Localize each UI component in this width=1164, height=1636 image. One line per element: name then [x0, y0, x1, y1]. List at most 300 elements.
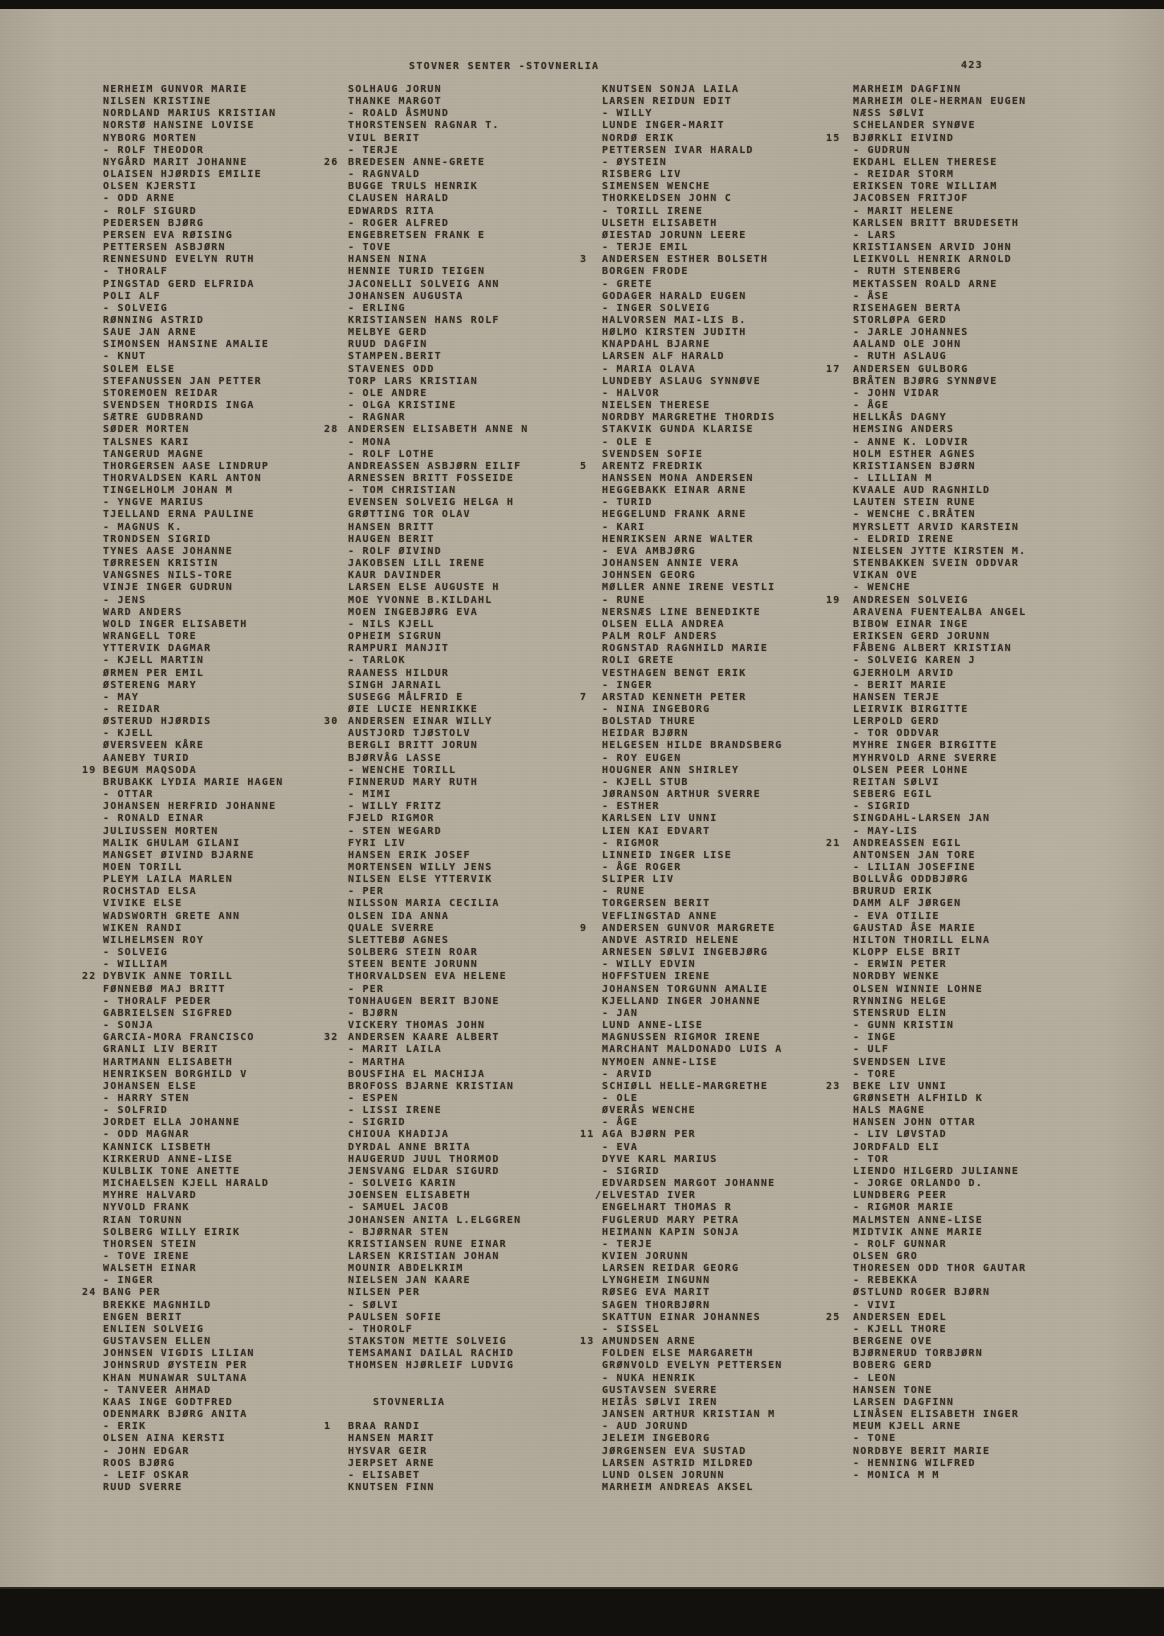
- list-item: [580, 193, 783, 205]
- street-number: [580, 558, 602, 570]
- list-item: [580, 789, 783, 801]
- list-item: [580, 1032, 783, 1044]
- list-item: [580, 1166, 783, 1178]
- list-item: [826, 911, 1026, 923]
- list-item: [82, 364, 284, 376]
- name-text: - EVA OTILIE: [853, 910, 940, 922]
- list-item: [580, 1190, 783, 1202]
- list-item: [82, 230, 284, 242]
- name-text: KNAPDAHL BJARNE: [602, 339, 711, 351]
- list-item: [324, 1142, 529, 1154]
- street-number: [82, 497, 103, 509]
- name-text: HANSEN TERJE: [853, 691, 940, 703]
- street-number: [82, 886, 103, 898]
- name-text: STAKSTON METTE SOLVEIG: [348, 1336, 507, 1348]
- list-item: [324, 1324, 529, 1336]
- street-number: [826, 181, 853, 193]
- list-item: [826, 704, 1026, 716]
- street-number: [826, 898, 853, 910]
- name-text: OLSEN GRO: [853, 1251, 918, 1262]
- name-text: DYBVIK ANNE TORILL: [103, 971, 233, 983]
- street-number: [82, 1129, 103, 1141]
- street-number: [324, 1093, 348, 1105]
- name-text: NÆSS SØLVI: [853, 108, 926, 120]
- name-text: KRISTIANSEN HANS ROLF: [348, 314, 500, 326]
- name-text: - VIVI: [853, 1299, 897, 1311]
- street-number: [82, 169, 103, 181]
- street-number: [324, 1215, 348, 1227]
- street-number: [82, 546, 103, 558]
- street-number: 1: [324, 1421, 332, 1433]
- street-number: [826, 619, 853, 631]
- street-number: [82, 461, 103, 473]
- list-item: [826, 1215, 1026, 1227]
- name-text: NILSEN ELSE YTTERVIK: [348, 874, 493, 886]
- street-number: [580, 655, 602, 667]
- name-text: NORDBY MARGRETHE THORDIS: [602, 412, 776, 424]
- name-text: - ESPEN: [348, 1092, 399, 1104]
- list-item: [324, 898, 529, 910]
- street-number: [826, 1263, 853, 1275]
- list-item: [324, 84, 529, 96]
- name-text: VIKAN OVE: [853, 570, 918, 582]
- street-number: [324, 193, 348, 205]
- name-text: BRAA RANDI: [348, 1421, 421, 1433]
- list-item: [580, 874, 783, 886]
- name-text: NYBORG MORTEN: [103, 132, 197, 144]
- name-text: HANSEN TONE: [853, 1384, 933, 1396]
- street-number: [324, 1409, 348, 1421]
- list-item: [324, 96, 529, 108]
- list-item: [82, 1142, 284, 1154]
- street-number: [580, 898, 602, 910]
- name-text: - RAGNVALD: [348, 169, 421, 181]
- street-number: [826, 1032, 853, 1044]
- street-number: 13: [580, 1336, 595, 1348]
- name-text: VINJE INGER GUDRUN: [103, 582, 233, 594]
- street-number: [580, 1421, 602, 1433]
- list-item: [82, 449, 284, 461]
- list-item: [82, 412, 284, 424]
- street-number: [580, 582, 602, 594]
- list-item: [826, 108, 1026, 120]
- list-item: [826, 740, 1026, 752]
- list-item: [324, 279, 529, 291]
- name-text: POLI ALF: [103, 290, 161, 302]
- street-number: [826, 424, 853, 436]
- street-number: [82, 753, 103, 765]
- street-number: [826, 1373, 853, 1385]
- street-number: [580, 947, 602, 959]
- name-text: LINNEID INGER LISE: [602, 849, 732, 861]
- name-text: ANDERSEN GUNVOR MARGRETE: [602, 922, 776, 934]
- street-number: [82, 193, 103, 205]
- list-item: [826, 1069, 1026, 1081]
- street-number: [580, 704, 602, 716]
- list-item: [580, 279, 783, 291]
- name-text: MARCHANT MALDONADO LUIS A: [602, 1044, 783, 1056]
- name-text: ARSTAD KENNETH PETER: [602, 691, 747, 703]
- name-text: /ELVESTAD IVER: [595, 1190, 697, 1202]
- name-text: ROCHSTAD ELSA: [103, 886, 197, 898]
- list-item: [826, 1239, 1026, 1251]
- street-number: [82, 1360, 103, 1372]
- list-item: [82, 1482, 284, 1494]
- list-item: [82, 291, 284, 303]
- list-item: [82, 655, 284, 667]
- street-number: [826, 740, 853, 752]
- name-text: - TERJE: [602, 1238, 653, 1250]
- name-text: HARTMANN ELISABETH: [103, 1056, 233, 1068]
- name-text: MØLLER ANNE IRENE VESTLI: [602, 582, 776, 594]
- name-text: STAMPEN.BERIT: [348, 351, 442, 363]
- list-item: [82, 1433, 284, 1445]
- name-text: - YNGVE MARIUS: [103, 497, 205, 509]
- list-item: [580, 1069, 783, 1081]
- street-number: [324, 266, 348, 278]
- street-number: [826, 279, 853, 291]
- name-text: - ÅGE: [853, 400, 890, 412]
- name-text: NORSTØ HANSINE LOVISE: [103, 120, 255, 132]
- street-number: [580, 607, 602, 619]
- street-number: [580, 850, 602, 862]
- list-item: [324, 412, 529, 424]
- street-number: [82, 1251, 103, 1263]
- list-item: [826, 1190, 1026, 1202]
- list-item: [82, 801, 284, 813]
- street-number: [82, 509, 103, 521]
- list-item: [580, 643, 783, 655]
- list-item: [324, 1348, 529, 1360]
- street-number: [82, 120, 103, 132]
- street-number: [580, 1057, 602, 1069]
- street-number: [826, 437, 853, 449]
- street-number: [324, 1044, 348, 1056]
- street-number: [82, 327, 103, 339]
- street-number: [580, 1020, 602, 1032]
- list-item: [580, 1008, 783, 1020]
- name-text: NIELSEN THERESE: [602, 400, 711, 412]
- list-item: [324, 327, 529, 339]
- street-number: [580, 400, 602, 412]
- name-text: ARNESSEN BRITT FOSSEIDE: [348, 473, 515, 484]
- list-item: [324, 254, 529, 266]
- name-text: TANGERUD MAGNE: [103, 448, 205, 460]
- street-number: [82, 96, 103, 108]
- name-text: LIENDO HILGERD JULIANNE: [853, 1165, 1020, 1177]
- street-number: [826, 1385, 853, 1397]
- street-number: [826, 1178, 853, 1190]
- street-number: [324, 473, 348, 485]
- name-text: WILHELMSEN ROY: [103, 934, 205, 946]
- street-number: [324, 84, 348, 96]
- name-text: - MIMI: [348, 789, 392, 801]
- name-text: JACONELLI SOLVEIG ANN: [348, 278, 500, 290]
- list-item: [82, 1275, 284, 1287]
- name-text: OLSEN ELLA ANDREA: [602, 618, 725, 630]
- list-item: [826, 1421, 1026, 1433]
- list-item: [324, 424, 529, 436]
- name-text: FINNERUD MARY RUTH: [348, 776, 478, 788]
- list-item: [826, 218, 1026, 230]
- list-item: [580, 959, 783, 971]
- name-text: FYRI LIV: [348, 837, 406, 849]
- list-item: [82, 485, 284, 497]
- street-number: 32: [324, 1032, 339, 1044]
- name-text: - SOLVEIG: [103, 302, 168, 314]
- street-number: [82, 1202, 103, 1214]
- name-text: FØNNEBØ MAJ BRITT: [103, 983, 226, 995]
- list-item: [82, 838, 284, 850]
- list-item: [826, 522, 1026, 534]
- street-number: [324, 242, 348, 254]
- street-number: [82, 279, 103, 291]
- name-text: LUNDEBY ASLAUG SYNNØVE: [602, 375, 761, 387]
- street-number: [82, 826, 103, 838]
- street-number: [82, 218, 103, 230]
- street-number: [826, 1093, 853, 1105]
- name-text: MAGNUSSEN RIGMOR IRENE: [602, 1032, 761, 1044]
- name-text: GUSTAVSEN SVERRE: [602, 1384, 718, 1396]
- list-item: [324, 1117, 529, 1129]
- list-item: [324, 522, 529, 534]
- list-item: [580, 254, 783, 266]
- list-item: [82, 96, 284, 108]
- list-item: [826, 279, 1026, 291]
- name-text: KLOPP ELSE BRIT: [853, 947, 962, 959]
- name-text: PETTERSEN IVAR HARALD: [602, 144, 754, 156]
- list-item: [82, 850, 284, 862]
- name-text: KVIEN JORUNN: [602, 1251, 689, 1262]
- street-number: [324, 1397, 348, 1409]
- list-item: [580, 461, 783, 473]
- name-text: JOHANSEN AUGUSTA: [348, 290, 464, 302]
- name-text: MOE YVONNE B.KILDAHL: [348, 594, 493, 606]
- name-text: GABRIELSEN SIGFRED: [103, 1007, 233, 1019]
- street-number: [324, 1129, 348, 1141]
- list-item: [82, 984, 284, 996]
- name-text: WRANGELL TORE: [103, 631, 197, 643]
- list-item: [82, 206, 284, 218]
- name-text: ULSETH ELISABETH: [602, 217, 718, 229]
- street-number: [82, 522, 103, 534]
- list-item: [580, 1312, 783, 1324]
- street-number: [324, 619, 348, 631]
- street-number: [826, 449, 853, 461]
- list-item: [324, 1312, 529, 1324]
- name-text: CHIOUA KHADIJA: [348, 1129, 450, 1141]
- street-number: [826, 789, 853, 801]
- name-text: HOUGNER ANN SHIRLEY: [602, 764, 740, 776]
- street-number: [82, 1421, 103, 1433]
- street-number: [580, 1470, 602, 1482]
- street-number: [324, 1069, 348, 1081]
- list-item: [324, 753, 529, 765]
- name-text: ØVERSVEEN KÅRE: [103, 740, 205, 752]
- street-number: [826, 643, 853, 655]
- name-text: NYVOLD FRANK: [103, 1202, 190, 1214]
- name-text: AANEBY TURID: [103, 752, 190, 764]
- list-item: [324, 813, 529, 825]
- street-number: [324, 1312, 348, 1324]
- street-number: [580, 826, 602, 838]
- street-number: [826, 1300, 853, 1312]
- street-number: [82, 1069, 103, 1081]
- name-text: LUNDBERG PEER: [853, 1190, 947, 1202]
- street-number: [82, 570, 103, 582]
- name-text: JOHANSEN ANITA L.ELGGREN: [348, 1214, 522, 1226]
- list-item: [82, 497, 284, 509]
- street-number: [82, 935, 103, 947]
- street-number: [826, 291, 853, 303]
- name-text: STOVNERLIA: [373, 1396, 446, 1408]
- street-number: [324, 777, 348, 789]
- list-item: [324, 108, 529, 120]
- street-number: [826, 206, 853, 218]
- name-text: YTTERVIK DAGMAR: [103, 643, 212, 655]
- name-text: SINGDAHL-LARSEN JAN: [853, 813, 991, 825]
- list-item: [324, 1421, 529, 1433]
- name-text: GUSTAVSEN ELLEN: [103, 1336, 212, 1348]
- name-text: JORDFALD ELI: [853, 1141, 940, 1153]
- list-item: [82, 692, 284, 704]
- name-text: - SONJA: [103, 1020, 154, 1032]
- street-number: [826, 1458, 853, 1470]
- name-text: - TOM CHRISTIAN: [348, 485, 457, 497]
- list-item: [826, 886, 1026, 898]
- name-text: HYSVAR GEIR: [348, 1445, 428, 1457]
- street-number: [82, 437, 103, 449]
- list-item: [580, 1385, 783, 1397]
- name-text: THORGERSEN AASE LINDRUP: [103, 460, 270, 472]
- list-item: [324, 315, 529, 327]
- list-item: [826, 1336, 1026, 1348]
- name-text: ODENMARK BJØRG ANITA: [103, 1409, 248, 1421]
- list-item: [826, 1057, 1026, 1069]
- list-item: [826, 680, 1026, 692]
- name-text: SVENDSEN LIVE: [853, 1056, 947, 1068]
- list-item: [580, 84, 783, 96]
- name-text: HALS MAGNE: [853, 1105, 926, 1117]
- name-text: EVENSEN SOLVEIG HELGA H: [348, 497, 515, 509]
- street-number: [826, 1397, 853, 1409]
- name-text: ØSTLUND ROGER BJØRN: [853, 1287, 991, 1299]
- list-item: [826, 303, 1026, 315]
- street-number: [826, 303, 853, 315]
- name-text: STAKVIK GUNDA KLARISE: [602, 424, 754, 436]
- list-item: [826, 619, 1026, 631]
- street-number: [324, 412, 348, 424]
- list-item: [826, 315, 1026, 327]
- name-text: - ESTHER: [602, 801, 660, 813]
- name-text: BERGLI BRITT JORUN: [348, 740, 478, 752]
- list-item: [580, 1263, 783, 1275]
- street-number: [324, 1263, 348, 1275]
- name-text: - THORALF PEDER: [103, 995, 212, 1007]
- list-item: [826, 1093, 1026, 1105]
- street-number: [82, 133, 103, 145]
- name-text: NERHEIM GUNVOR MARIE: [103, 84, 248, 95]
- name-text: GAUSTAD ÅSE MARIE: [853, 922, 976, 934]
- name-text: JELEIM INGEBORG: [602, 1433, 711, 1445]
- street-number: [580, 1482, 602, 1494]
- street-number: [580, 1178, 602, 1190]
- name-text: HOLM ESTHER AGNES: [853, 448, 976, 460]
- list-item: [82, 716, 284, 728]
- list-item: [324, 1458, 529, 1470]
- name-text: ANDREASSEN EGIL: [853, 837, 962, 849]
- name-text: BEGUM MAQSODA: [103, 764, 197, 776]
- name-text: LUND ANNE-LISE: [602, 1020, 704, 1032]
- name-text: SOLHAUG JORUN: [348, 84, 442, 95]
- name-text: MIDTVIK ANNE MARIE: [853, 1226, 983, 1238]
- street-number: [826, 254, 853, 266]
- name-text: - TURID: [602, 497, 653, 509]
- street-number: [826, 558, 853, 570]
- list-item: [324, 704, 529, 716]
- street-number: [82, 1032, 103, 1044]
- list-item: [826, 1032, 1026, 1044]
- name-text: SOLBERG STEIN ROAR: [348, 947, 478, 959]
- street-number: [580, 497, 602, 509]
- list-item: [324, 582, 529, 594]
- name-text: - LEON: [853, 1372, 897, 1384]
- list-item: [82, 1458, 284, 1470]
- name-text: THOMSEN HJØRLEIF LUDVIG: [348, 1360, 515, 1372]
- name-text: - KJELL MARTIN: [103, 655, 205, 667]
- list-item: [82, 753, 284, 765]
- street-number: [580, 485, 602, 497]
- list-item: [324, 777, 529, 789]
- name-text: ANDERSEN GULBORG: [853, 363, 969, 375]
- list-item: [82, 1470, 284, 1482]
- list-item: [82, 631, 284, 643]
- name-text: HANSEN JOHN OTTAR: [853, 1117, 976, 1129]
- list-item: [82, 1044, 284, 1056]
- street-number: [82, 1117, 103, 1129]
- name-text: - SOLFRID: [103, 1105, 168, 1117]
- name-text: MYRSLETT ARVID KARSTEIN: [853, 521, 1020, 533]
- list-item: [826, 497, 1026, 509]
- name-text: MARHEIM DAGFINN: [853, 84, 962, 95]
- street-number: [580, 1263, 602, 1275]
- name-text: - OLE ANDRE: [348, 387, 428, 399]
- list-item: [826, 449, 1026, 461]
- list-item: [826, 1360, 1026, 1372]
- list-item: [324, 923, 529, 935]
- name-text: - JENS: [103, 594, 147, 606]
- list-item: [580, 1482, 783, 1494]
- name-text: OLSEN KJERSTI: [103, 181, 197, 193]
- name-text: BORGEN FRODE: [602, 266, 689, 278]
- street-number: 21: [826, 837, 841, 849]
- list-item: [82, 1312, 284, 1324]
- name-text: - ROLF THEODOR: [103, 144, 205, 156]
- list-item: [580, 546, 783, 558]
- list-item: [826, 461, 1026, 473]
- name-text: LARSEN ALF HARALD: [602, 351, 725, 363]
- name-text: - PER: [348, 886, 385, 898]
- name-text: SVENDSEN SOFIE: [602, 448, 704, 460]
- name-text: BIBOW EINAR INGE: [853, 618, 969, 630]
- name-text: JACOBSEN FRITJOF: [853, 193, 969, 205]
- name-text: ARAVENA FUENTEALBA ANGEL: [853, 606, 1027, 618]
- list-item: [826, 291, 1026, 303]
- name-text: - ROLF LOTHE: [348, 448, 435, 460]
- list-item: [82, 1385, 284, 1397]
- list-item: [826, 765, 1026, 777]
- street-number: [580, 534, 602, 546]
